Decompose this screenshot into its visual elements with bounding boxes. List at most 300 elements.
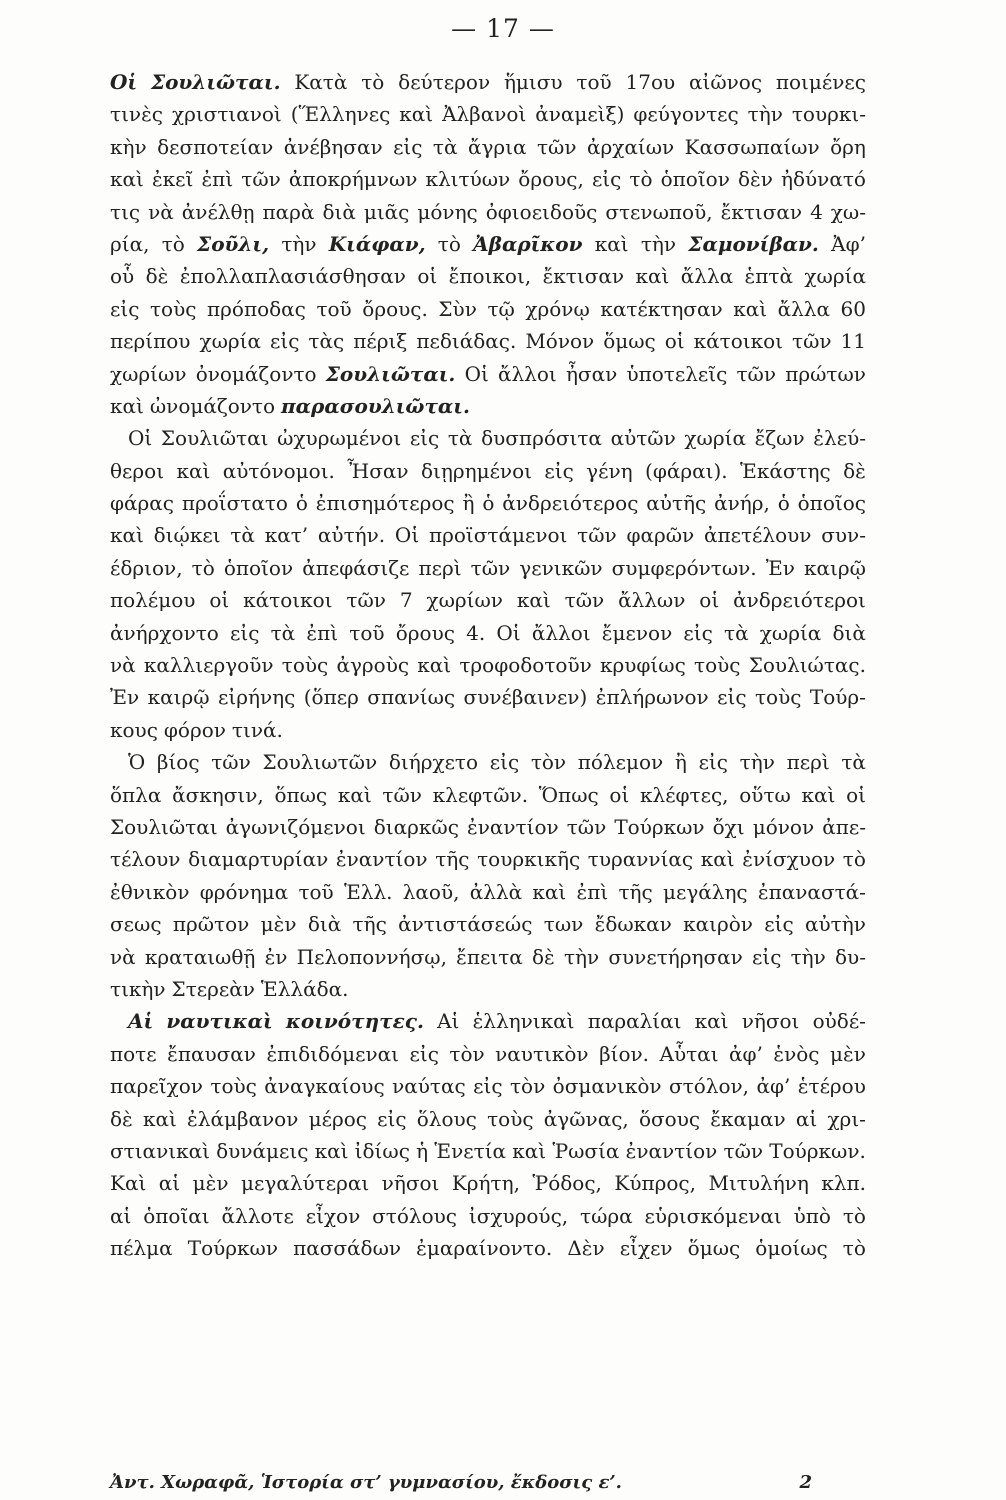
word: δὲ xyxy=(843,458,866,483)
word: καὶ xyxy=(512,1138,547,1163)
word: τώρα xyxy=(580,1203,633,1228)
word: καὶ xyxy=(594,231,629,256)
word: Πελοποννήσῳ, xyxy=(296,944,447,969)
word: ἀνέλθῃ xyxy=(181,199,255,224)
text-line xyxy=(110,1005,866,1037)
word: ὅπως xyxy=(274,782,328,807)
emphasis-word: Ἀβαρῖκον xyxy=(473,231,583,256)
word: τὸ xyxy=(161,231,185,256)
word: νὰ xyxy=(110,653,136,678)
word: τὴν xyxy=(739,750,775,775)
word: παρὰ xyxy=(262,199,315,224)
word: αὐτῶν xyxy=(610,426,676,451)
emphasis-word: Κιάφαν, xyxy=(328,231,426,256)
text-line xyxy=(110,196,866,228)
word: τὸ xyxy=(361,70,385,94)
text-line xyxy=(110,422,866,454)
text-line xyxy=(110,1200,866,1232)
word: χρι- xyxy=(827,1106,866,1131)
word: Οἱ xyxy=(496,620,521,645)
word: εἰς xyxy=(270,329,300,354)
word: φόρον xyxy=(163,717,226,742)
word: ἐνίσχυον xyxy=(742,847,836,872)
word: αἱ xyxy=(795,1106,818,1131)
word: κραταιωθῇ xyxy=(144,944,256,969)
text-line xyxy=(110,293,866,325)
word: στόλους xyxy=(372,1203,457,1228)
word: ναύτας xyxy=(392,1074,466,1099)
word: οὐδέ- xyxy=(812,1009,866,1034)
word: τὸν xyxy=(449,1041,485,1066)
word: τῶν xyxy=(723,1138,764,1163)
word: Κατὰ xyxy=(294,70,348,94)
word: μὲν xyxy=(260,912,297,937)
word: ἐπλήρωνον xyxy=(595,685,709,710)
word: εἰς xyxy=(683,620,713,645)
text-line xyxy=(110,843,866,875)
text-line xyxy=(110,941,866,973)
word: ἔδωκαν xyxy=(594,912,672,937)
word: περὶ xyxy=(786,750,830,775)
word: ὁποῖον xyxy=(223,555,294,580)
punctuation: , xyxy=(418,231,426,256)
word: μεγαλύτεραι xyxy=(241,1171,370,1196)
word: τὸ xyxy=(842,847,866,872)
text-line xyxy=(110,1070,866,1102)
text-line xyxy=(110,325,866,357)
word: ἀπεφάσιζε xyxy=(302,555,410,580)
word: μέρος xyxy=(308,1106,367,1131)
word: ἐπὶ xyxy=(306,620,339,645)
word: ὑπὸ xyxy=(793,1203,831,1228)
word: ὅμως xyxy=(687,1236,741,1261)
word: νῆσοι xyxy=(741,1009,800,1034)
word: ἄλλων xyxy=(618,588,686,613)
emphasis-word: Σοῦλι, xyxy=(197,231,270,256)
word: Ἑλλ. xyxy=(343,879,393,904)
word: τῷ xyxy=(487,296,515,321)
word: φεύγοντες xyxy=(633,102,739,127)
word: τὰ xyxy=(447,426,473,451)
word: σπανίως xyxy=(367,685,456,710)
word: γένη xyxy=(586,458,633,483)
text-line xyxy=(110,1103,866,1135)
word: κους xyxy=(110,717,158,742)
word: ἀρχαίων xyxy=(586,134,675,159)
word: εἰς xyxy=(393,134,423,159)
word: διὰ xyxy=(307,912,342,937)
word: ρία, xyxy=(110,231,150,256)
word: ἦσαν xyxy=(565,361,618,386)
punctuation: . xyxy=(462,393,470,418)
word: ὅμως xyxy=(603,329,656,354)
word: (Ἕλληνες xyxy=(290,102,391,127)
word: Τούρκων xyxy=(614,814,705,839)
word: καὶ xyxy=(110,167,144,192)
word: ἐπὶ xyxy=(576,879,609,904)
word: ἄγρια xyxy=(467,134,527,159)
word: καὶ xyxy=(337,782,372,807)
emphasis-word: Αἱ xyxy=(128,1009,154,1034)
word: στόλον, xyxy=(669,1074,750,1099)
word: Ῥόδος, xyxy=(532,1171,602,1196)
word: θεροι xyxy=(110,458,165,483)
word: ἐναντίον xyxy=(466,814,559,839)
word: τὴν xyxy=(281,231,317,256)
word: αἱ xyxy=(110,1203,132,1228)
word: μιᾶς xyxy=(363,199,410,224)
word: Ἀφ’ xyxy=(831,231,866,256)
word: ὄχι xyxy=(712,814,745,839)
word: εἰρήνης xyxy=(218,685,296,710)
word: καὶ xyxy=(516,588,551,613)
word: πέριξ xyxy=(353,329,408,354)
word: καλλιεργοῦν xyxy=(143,653,274,678)
word: παρεῖχον xyxy=(110,1074,203,1099)
word: αὐτήν. xyxy=(317,523,386,548)
word: τοὺς xyxy=(149,296,197,321)
word: εἰς xyxy=(489,750,520,775)
word: σεως xyxy=(110,912,162,937)
word: χρόνῳ xyxy=(525,296,590,321)
text-line xyxy=(110,390,866,422)
word: παραλίαι xyxy=(587,1009,682,1034)
word: Σουλιωτῶν xyxy=(262,750,378,775)
word: ἀγροὺς xyxy=(336,653,410,678)
word: ἀλλὰ xyxy=(469,879,523,904)
word: ἄλλοτε xyxy=(221,1203,294,1228)
word: μὲν xyxy=(192,1171,229,1196)
word: ὁ xyxy=(482,491,495,516)
word: πρόποδας xyxy=(207,296,306,321)
word: Σὺν xyxy=(438,296,477,321)
word: τῆς xyxy=(352,912,387,937)
word: τῶν xyxy=(564,588,605,613)
word: διῃρημένοι xyxy=(420,458,532,483)
word: ἀπετέλουν xyxy=(703,523,812,548)
word: χωρίων xyxy=(426,588,503,613)
word: ὁποῖαι xyxy=(143,1203,210,1228)
word: βίον. xyxy=(599,1041,650,1066)
word: ποιμένες xyxy=(775,70,866,94)
word: πόλεμον xyxy=(577,750,664,775)
word: Οἱ xyxy=(464,361,489,386)
word: τῶν xyxy=(577,523,617,548)
word: αὐτόνομοι. xyxy=(222,458,335,483)
punctuation: . xyxy=(448,361,456,386)
word: διήρχετο xyxy=(388,750,479,775)
emphasis-word: Σουλιῶται. xyxy=(325,361,456,386)
word: ἡ xyxy=(416,1138,429,1163)
word: νῆσοι xyxy=(381,1171,440,1196)
word: τὸ xyxy=(842,1203,866,1228)
word: δὲ xyxy=(110,1106,133,1131)
word: πασσάδων xyxy=(293,1236,402,1261)
word: οὕτω xyxy=(739,782,791,807)
word: εἰς xyxy=(717,685,747,710)
word: εἰς xyxy=(764,912,794,937)
word: δυ- xyxy=(835,944,866,969)
word: γενικῶν xyxy=(519,555,603,580)
word: δὲ xyxy=(145,264,169,289)
word: τὴν xyxy=(640,231,677,256)
word: ἐπολλαπλασιάσθησαν xyxy=(179,264,406,289)
text-line xyxy=(110,681,866,713)
word: πρῶτον xyxy=(172,912,250,937)
word: συν- xyxy=(821,523,866,548)
word: ὅσους xyxy=(638,1106,701,1131)
word: τοῦ xyxy=(316,296,352,321)
word: Σουλιώτας. xyxy=(748,653,866,678)
text-line xyxy=(110,1135,866,1167)
text-line xyxy=(110,260,866,292)
word: τὸ xyxy=(842,1236,866,1261)
word: 17ου xyxy=(625,70,676,94)
text-line xyxy=(110,487,866,519)
word: ἄσκησιν, xyxy=(172,782,264,807)
word: τοῦ xyxy=(576,70,612,94)
word: κατέκτησαν xyxy=(600,296,723,321)
word: ὠχυρωμένοι xyxy=(277,426,402,451)
word: ἐπισημότερος xyxy=(315,491,455,516)
word: τῶν xyxy=(382,782,422,807)
word: ἐναντίον xyxy=(335,847,428,872)
word: κλιτύων xyxy=(425,167,511,192)
word: ἔποικοι, xyxy=(448,264,532,289)
word: τικὴν xyxy=(110,976,166,1001)
word: τυραννίας xyxy=(587,847,694,872)
word: συμφερόντων. xyxy=(611,555,757,580)
word: ἔκτισαν xyxy=(720,199,803,224)
word: στιανικαὶ xyxy=(110,1138,210,1163)
word: ἢ xyxy=(674,750,687,775)
word: δεσποτείαν xyxy=(157,134,274,159)
word: ὀσμανικὸν xyxy=(552,1074,662,1099)
word: τῆς xyxy=(435,847,470,872)
text-line xyxy=(110,1232,866,1264)
word: εἰς xyxy=(752,944,782,969)
word: ἐθνικὸν xyxy=(110,879,190,904)
word: Μιτυλήνη xyxy=(708,1171,809,1196)
word: τῶν xyxy=(211,750,251,775)
text-line xyxy=(110,98,866,130)
word: τοῦ xyxy=(349,620,385,645)
word: ἄλλοι xyxy=(531,620,591,645)
word: ὄρους, xyxy=(518,167,584,192)
word: ὁμοίως xyxy=(755,1236,828,1261)
word: μόνον xyxy=(752,814,815,839)
word: αὐτὴν xyxy=(805,912,866,937)
word: τὰ xyxy=(270,620,296,645)
word: εἰς xyxy=(544,458,574,483)
word: ὅλους xyxy=(416,1106,477,1131)
word: τὰ xyxy=(432,134,458,159)
word: 7 xyxy=(399,588,413,613)
word: ἀγωνιζόμενοι xyxy=(225,814,366,839)
word: εἰς xyxy=(230,620,260,645)
word: Σουλιῶται xyxy=(160,426,269,451)
word: τινά. xyxy=(231,717,283,742)
word: τις xyxy=(110,199,141,224)
word: κλέφτες, xyxy=(640,782,729,807)
word: διαρκῶς xyxy=(373,814,459,839)
word: ὁποῖος xyxy=(797,491,866,516)
word: ἐπὶ xyxy=(201,167,234,192)
word: ἔζων xyxy=(754,426,805,451)
text-line xyxy=(110,908,866,940)
word: χριστιανοὶ xyxy=(171,102,282,127)
word: (ὅπερ xyxy=(303,685,359,710)
word: πέλμα xyxy=(110,1236,173,1261)
word: ἀφ’ xyxy=(729,1041,763,1066)
word: ἄλλοι xyxy=(498,361,557,386)
word: ἐν xyxy=(264,944,288,969)
word: Ὅπως xyxy=(538,782,599,807)
word: πρώτων xyxy=(785,361,866,386)
word: εἰς xyxy=(473,1074,503,1099)
word: εἰς xyxy=(110,296,140,321)
word: φάρας xyxy=(110,491,174,516)
word: οἱ xyxy=(609,782,630,807)
word: τῶν xyxy=(346,588,386,613)
text-line xyxy=(110,973,866,1005)
word: καὶ xyxy=(801,782,836,807)
word: χωρία xyxy=(804,264,866,289)
word: αἰῶνος xyxy=(688,70,763,94)
word: ἔκαμαν xyxy=(710,1106,786,1131)
word: τὰ xyxy=(841,750,866,775)
word: καιρῷ xyxy=(804,555,866,580)
word: χωρίων xyxy=(110,361,187,386)
word: συνετήρησαν xyxy=(608,944,743,969)
word: εἰς xyxy=(377,1106,407,1131)
text-line xyxy=(110,584,866,616)
word: ἄλλα xyxy=(777,296,830,321)
word: τὸ xyxy=(629,167,653,192)
text-line xyxy=(110,552,866,584)
word: των xyxy=(543,912,584,937)
word: στενωποῦ, xyxy=(605,199,713,224)
word: λαοῦ, xyxy=(402,879,460,904)
word: διαμαρτυρίαν xyxy=(188,847,329,872)
text-line xyxy=(110,519,866,551)
word: ἀνδρειότερος xyxy=(502,491,639,516)
word: καὶ xyxy=(399,102,434,127)
text-line xyxy=(110,779,866,811)
word: καὶ xyxy=(314,1138,349,1163)
word: ἥμισυ xyxy=(503,70,563,94)
text-line xyxy=(110,131,866,163)
word: προΐστατο xyxy=(181,491,288,516)
word: καὶ xyxy=(176,458,211,483)
word: Αἱ xyxy=(437,1009,460,1034)
text-line xyxy=(110,746,866,778)
word: ὅπλα xyxy=(110,782,162,807)
word: ἀγῶνας, xyxy=(543,1106,629,1131)
word: ἑνὸς xyxy=(773,1041,820,1066)
word: καιρῷ xyxy=(147,685,210,710)
word: Σουλιῶται xyxy=(110,814,218,839)
text-line xyxy=(110,649,866,681)
word: ὁ xyxy=(777,491,790,516)
word: τοὺς xyxy=(754,685,802,710)
word: τὰ xyxy=(724,620,749,645)
word: τῆς xyxy=(618,879,653,904)
word: μόνης xyxy=(417,199,478,224)
word: οἱ xyxy=(664,329,685,354)
word: τῶν xyxy=(736,361,777,386)
word: Τούρκων. xyxy=(769,1138,866,1163)
word: Οἱ xyxy=(128,426,153,451)
word: καὶ xyxy=(417,653,452,678)
word: Ἦσαν xyxy=(347,458,409,483)
text-line xyxy=(110,1167,866,1199)
word: τοὺς xyxy=(281,653,329,678)
word: ἀποκρήμνων xyxy=(288,167,418,192)
word: Κρήτη, xyxy=(451,1171,520,1196)
word: Ῥωσία xyxy=(552,1138,620,1163)
word: μεγάλης xyxy=(662,879,748,904)
word: Ὁ xyxy=(128,750,146,775)
word: 4. xyxy=(466,620,486,645)
word: τοὺς xyxy=(694,653,741,678)
text-line xyxy=(110,66,866,98)
word: Δὲν xyxy=(567,1236,605,1261)
word: ὀφιοειδοῦς xyxy=(485,199,598,224)
text-line xyxy=(110,163,866,195)
word: Κασσωπαίων xyxy=(684,134,820,159)
word: τὴν xyxy=(563,944,600,969)
word: ἐλάμβανον xyxy=(187,1106,299,1131)
word: κὴν xyxy=(110,134,147,159)
word: ἐλεύ- xyxy=(813,426,866,451)
word: Ἀλβανοὶ xyxy=(442,102,527,127)
word: αὐτῆς xyxy=(646,491,707,516)
word: Μόνον xyxy=(525,329,595,354)
word: τοὺς xyxy=(210,1074,257,1099)
word: κλεφτῶν. xyxy=(432,782,529,807)
word: ὀνομάζοντο xyxy=(195,361,317,386)
word: εἶχεν xyxy=(619,1236,673,1261)
page-number: — 17 — xyxy=(451,14,555,43)
word: τῶν xyxy=(241,167,281,192)
word: βίος xyxy=(156,750,200,775)
word: χωρία xyxy=(199,329,261,354)
word: δυνάμεις xyxy=(216,1138,309,1163)
word: Ἐν xyxy=(110,685,140,710)
word: τινὲς xyxy=(110,102,163,127)
word: ὄρους. xyxy=(362,296,428,321)
emphasis-word: Σουλιῶται. xyxy=(150,70,281,94)
word: εἰς xyxy=(698,750,728,775)
word: πολέμου xyxy=(110,588,196,613)
word: ἔκτισαν xyxy=(542,264,625,289)
word: ἀφ’ xyxy=(756,1074,791,1099)
word: διὰ xyxy=(322,199,356,224)
emphasis-word: κοινότητες. xyxy=(285,1009,424,1034)
word: τῶν xyxy=(566,814,607,839)
text-line xyxy=(110,455,866,487)
word: Ἐν xyxy=(765,555,795,580)
word: εἰς xyxy=(409,426,440,451)
text-line xyxy=(110,1038,866,1070)
word: καὶ xyxy=(635,264,670,289)
word: ὄρη xyxy=(830,134,866,159)
footer-citation: Ἀντ. Χωραφᾶ, Ἱστορία στ’ γυμνασίου, ἔκδοσις ε’. xyxy=(110,1472,622,1493)
word: Ἑλλάδα. xyxy=(260,976,349,1001)
word: ναυτικὸν xyxy=(495,1041,589,1066)
word: τοὺς xyxy=(487,1106,534,1131)
